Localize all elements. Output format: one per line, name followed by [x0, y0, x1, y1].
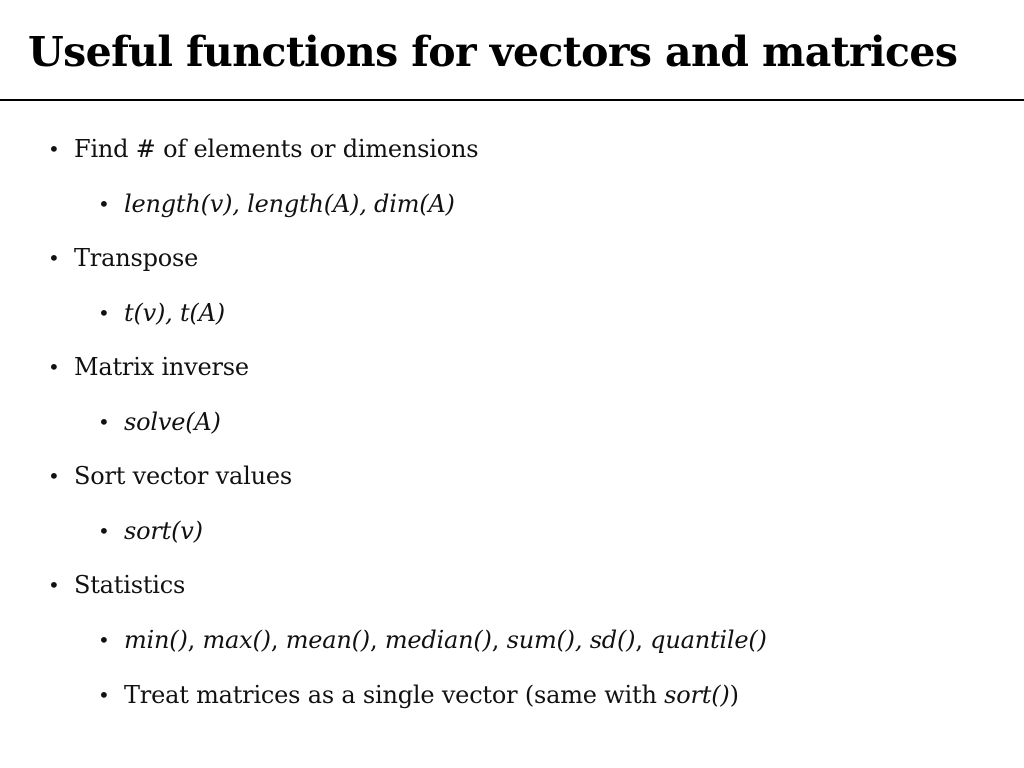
function-code: median(): [384, 626, 492, 654]
function-code: t(v), t(A): [124, 299, 225, 327]
function-code: sum(), sd(): [506, 626, 636, 654]
slide-title: Useful functions for vectors and matrices: [28, 28, 958, 76]
function-code: min(): [124, 626, 188, 654]
function-code: length(v), length(A), dim(A): [124, 190, 455, 218]
bullet-text: Find # of elements or dimensions: [74, 135, 479, 163]
separator: ,: [369, 626, 385, 654]
list-item: [48, 242, 198, 274]
separator: ,: [635, 626, 651, 654]
bullet-icon: •: [98, 192, 110, 216]
bullet-icon: •: [98, 628, 110, 652]
text-after: ): [729, 681, 739, 709]
function-code: quantile(): [650, 626, 767, 654]
list-item: [48, 569, 185, 601]
bullet-text: Statistics: [74, 571, 186, 599]
sub-list-item: [98, 406, 221, 438]
bullet-text: Transpose: [74, 244, 199, 272]
bullet-text: Sort vector values: [74, 462, 292, 490]
function-code: mean(): [285, 626, 370, 654]
sub-list-item: [98, 515, 203, 547]
function-code: max(): [202, 626, 271, 654]
sub-list-item: [98, 624, 767, 656]
bullet-icon: •: [98, 301, 110, 325]
separator: ,: [491, 626, 507, 654]
separator: ,: [270, 626, 286, 654]
list-item: [48, 460, 292, 492]
sub-list-item: [98, 679, 739, 711]
list-item: [48, 351, 249, 383]
statistics-functions: [124, 624, 767, 656]
separator: ,: [187, 626, 203, 654]
sub-list-item: [98, 188, 455, 220]
bullet-icon: •: [48, 573, 60, 597]
bullet-icon: •: [48, 137, 60, 161]
function-code: sort(): [664, 681, 730, 709]
list-item: [48, 133, 478, 165]
bullet-icon: •: [98, 683, 110, 707]
bullet-icon: •: [98, 410, 110, 434]
text-before: Treat matrices as a single vector (same with: [124, 681, 665, 709]
bullet-icon: •: [48, 464, 60, 488]
bullet-icon: •: [98, 519, 110, 543]
function-code: sort(v): [124, 517, 203, 545]
bullet-text: Matrix inverse: [74, 353, 249, 381]
bullet-icon: •: [48, 355, 60, 379]
bullet-text: [124, 679, 739, 711]
sub-list-item: [98, 297, 225, 329]
bullet-icon: •: [48, 246, 60, 270]
function-code: solve(A): [124, 408, 221, 436]
